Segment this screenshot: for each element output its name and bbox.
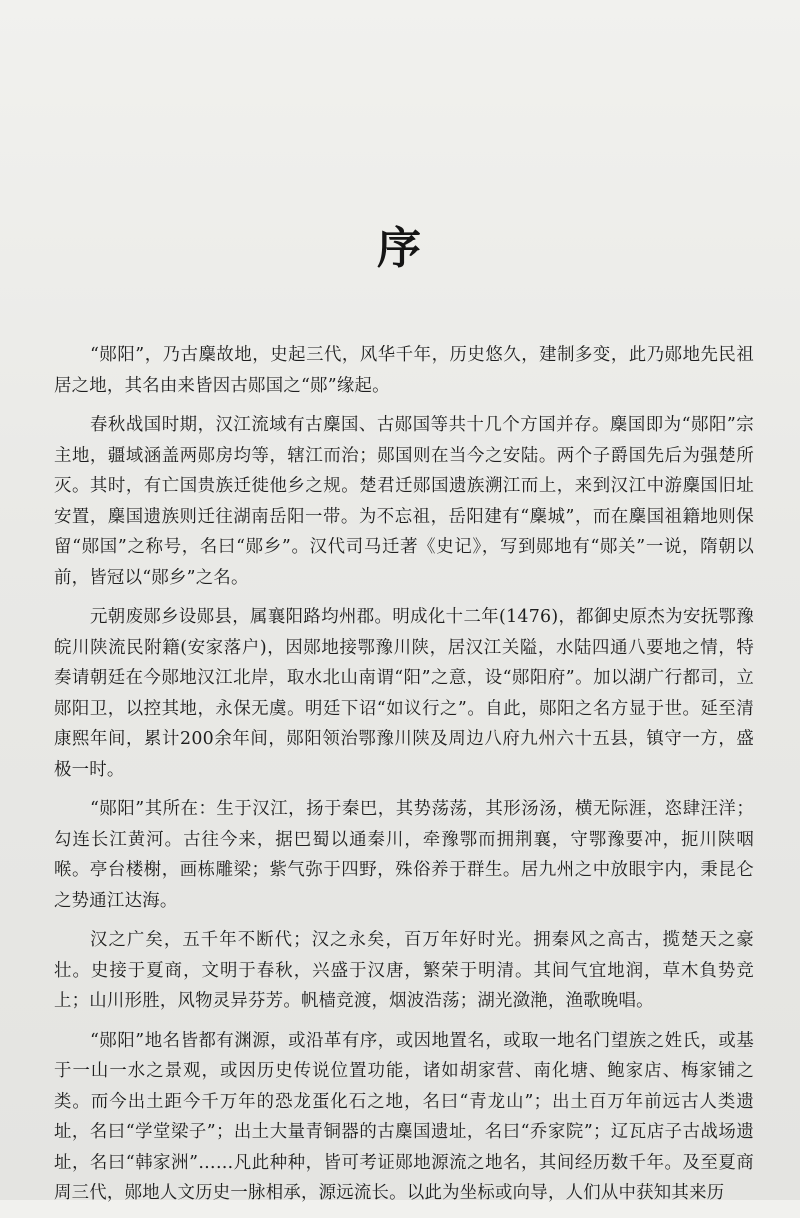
page-title: 序	[377, 223, 423, 274]
paragraph: 春秋战国时期，汉江流域有古麇国、古郧国等共十几个方国并存。麇国即为“郧阳”宗主地，疆域涵盖两郧房均等，辖江而治；郧国则在当今之安陆。两个子爵国先后为强楚所灭。其时，有亡国贵族迁徙他乡之规。楚君迁郧国遗族溯江而上，来到汉江中游麇国旧址安置，麇国遗族则迁往湖南岳阳一带。为不忘祖，岳阳建有“麇城”，而在麇国祖籍地则保留“郧国”之称号，名曰“郧乡”。汉代司马迁著《史记》，写到郧地有“郧关”一说，隋朝以前，皆冠以“郧乡”之名。	[54, 415, 754, 588]
paragraph: 汉之广矣，五千年不断代；汉之永矣，百万年好时光。拥秦风之高古，揽楚天之豪壮。史接于夏商，文明于春秋，兴盛于汉唐，繁荣于明清。其间气宜地润，草木負势竞上；山川形胜，风物灵异芬芳。帆樯竞渡，烟波浩荡；湖光潋滟，渔歌晚唱。	[54, 930, 754, 1011]
paragraph: 元朝废郧乡设郧县，属襄阳路均州郡。明成化十二年(1476)，都御史原杰为安抚鄂豫皖川陕流民附籍(安家落户)，因郧地接鄂豫川陕，居汉江关隘，水陆四通八要地之情，特奏请朝廷在今郧地汉江北岸，取水北山南谓“阳”之意，设“郧阳府”。加以湖广行都司，立郧阳卫，以控其地，永保无虞。明廷下诏“如议行之”。自此，郧阳之名方显于世。延至清康熙年间，累计200余年间，郧阳领治鄂豫川陕及周边八府九州六十五县，镇守一方，盛极一时。	[54, 607, 754, 780]
paragraph: “郧阳”其所在：生于汉江，扬于秦巴，其势荡荡，其形汤汤，横无际涯，恣肆汪洋；勾连长江黄河。古往今来，据巴蜀以通秦川，牵豫鄂而拥荆襄，守鄂豫要冲，扼川陕咽喉。亭台楼榭，画栋雕梁；紫气弥于四野，殊俗养于群生。居九州之中放眼宇内，秉昆仑之势通江达海。	[54, 799, 754, 911]
body-text	[54, 340, 754, 1218]
paragraph: “郧阳”地名皆都有渊源，或沿革有序，或因地置名，或取一地名门望族之姓氏，或基于一山一水之景观，或因历史传说位置功能，诸如胡家营、南化塘、鲍家店、梅家铺之类。而今出土距今千万年的恐龙蛋化石之地，名曰“青龙山”；出土百万年前远古人类遗址，名曰“学堂梁子”；出土大量青铜器的古麇国遗址，名曰“乔家院”；辽瓦店子古战场遗址，名曰“韩家洲”……凡此种种，皆可考证郧地源流之地名，其间经历数千年。及至夏商周三代，郧地人文历史一脉相承，源远流长。以此为坐标或向导，人们从中获知其来历	[54, 1030, 754, 1203]
paragraph: “郧阳”，乃古麇故地，史起三代，风华千年，历史悠久，建制多变，此乃郧地先民祖居之地，其名由来皆因古郧国之“郧”缘起。	[54, 345, 754, 396]
